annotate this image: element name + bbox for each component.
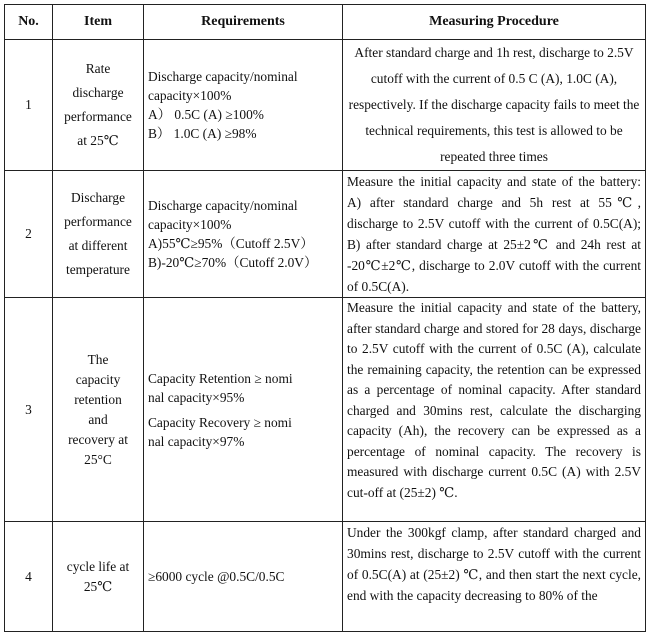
table-header-row [5,5,646,40]
item-cell [53,40,144,171]
requirements-table [4,4,646,632]
item-line: and [88,411,108,427]
header-item: Item [53,5,144,40]
requirement-line: nal capacity×97% [148,433,245,449]
table-row [5,171,646,298]
requirements-cell [144,522,343,632]
requirement-line: A） 0.5C (A) ≥100% [148,107,264,122]
row-number: 4 [5,522,53,632]
table-row [5,40,646,171]
row-number: 3 [5,298,53,522]
requirement-line: ≥6000 cycle @0.5C/0.5C [148,569,285,584]
requirement-line: capacity×100% [148,217,232,232]
item-line: performance [64,214,132,229]
requirement-line: Discharge capacity/nominal [148,69,298,84]
item-line: at different [68,238,128,253]
requirement-line: Capacity Recovery ≥ nomi [148,414,292,430]
procedure-cell: After standard charge and 1h rest, discharge to 2.5V cutoff with the current of 0.5 C (A), 1.0C (A), respectively. If the discharge capacity fails to meet the technical requirements, this test is allowed to be repeated three times [343,40,646,171]
row-number: 1 [5,40,53,171]
header-procedure: Measuring Procedure [343,5,646,40]
item-line: Rate [85,61,111,76]
item-line: The [87,351,109,367]
table-row [5,522,646,632]
item-line: 25°C [84,451,112,467]
procedure-cell: Measure the initial capacity and state of the battery, after standard charge and stored for 28 days, discharge to 2.5V cutoff with the current of 0.5C (A), calculate the remaining capacity, the retention can be expressed as a percentage of nominal capacity. After standard charged and 30mins rest, calculate the discharging capacity (Ah), the recovery can be expressed as a percentage of nominal capacity. The recovery is measured with discharge current 0.5C (A) with 2.5V cut-off at (25±2) ℃. [343,298,646,522]
requirements-cell [144,298,343,522]
item-cell [53,522,144,632]
requirement-line: B） 1.0C (A) ≥98% [148,126,257,141]
item-line: retention [74,391,122,407]
item-line: discharge [72,85,124,100]
item-cell [53,298,144,522]
header-no: No. [5,5,53,40]
requirements-cell [144,40,343,171]
item-line: at 25℃ [77,133,119,148]
requirement-line: capacity×100% [148,88,232,103]
row-number: 2 [5,171,53,298]
requirements-cell [144,171,343,298]
header-requirements: Requirements [144,5,343,40]
item-line: capacity [75,371,121,387]
item-line: performance [64,109,132,124]
procedure-cell: Measure the initial capacity and state of the battery: A) after standard charge and 5h rest at 55℃, discharge to 2.5V cutoff with the current of 0.5C(A); B) after standard charge at 25±2℃ and 24h rest at -20℃±2℃, discharge to 2.0V cutoff with the current of 0.5C(A). [343,171,646,298]
item-line: Discharge [70,190,126,205]
requirement-line: A)55℃≥95%（Cutoff 2.5V） [148,236,314,251]
table-row [5,298,646,522]
requirement-line: Discharge capacity/nominal [148,198,298,213]
requirement-line: Capacity Retention ≥ nomi [148,370,293,386]
item-line: temperature [66,262,130,277]
item-line: cycle life at [66,558,130,574]
item-line: recovery at [68,431,128,447]
requirement-line: nal capacity×95% [148,389,245,405]
item-line: 25℃ [83,578,113,594]
procedure-cell: Under the 300kgf clamp, after standard charged and 30mins rest, discharge to 2.5V cutoff with the current of 0.5C(A) at (25±2) ℃, and then start the next cycle, end with the capacity decreasing to 80% of the [343,522,646,632]
requirement-line: B)-20℃≥70%（Cutoff 2.0V） [148,255,318,270]
item-cell [53,171,144,298]
